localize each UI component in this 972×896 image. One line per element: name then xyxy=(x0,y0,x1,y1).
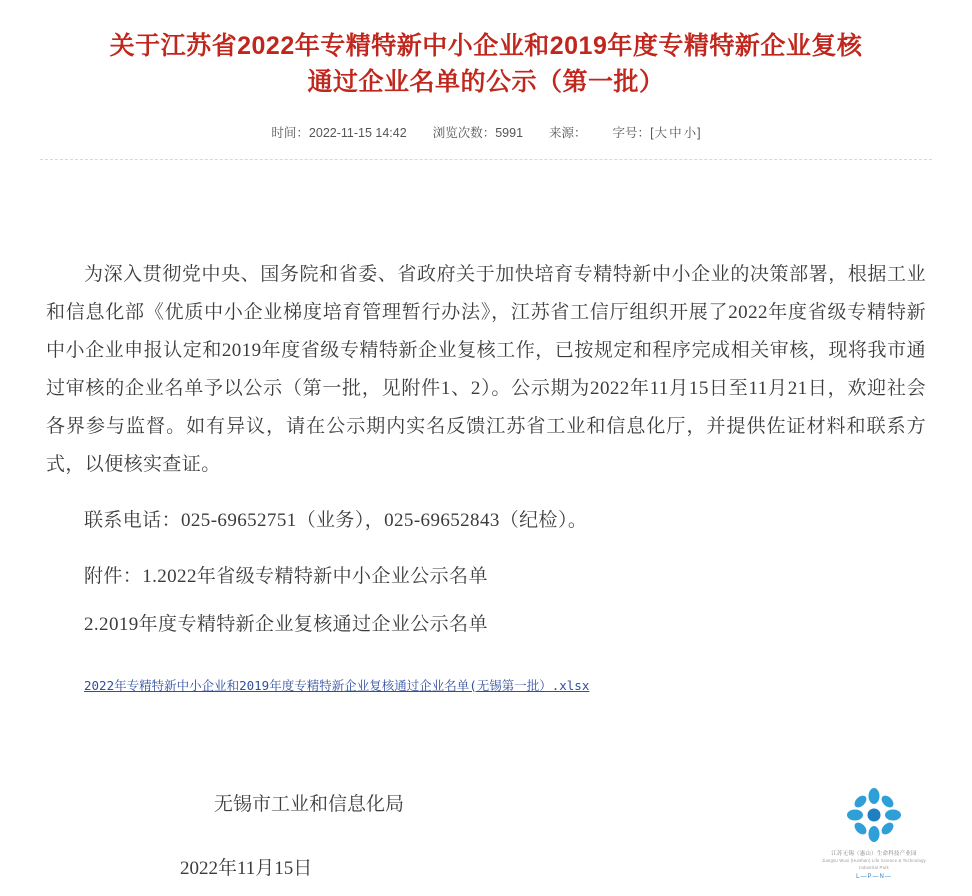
logo-name-cn: 江苏无锡（惠山）生命科技产业园 xyxy=(831,851,917,858)
page-title: 关于江苏省2022年专精特新中小企业和2019年度专精特新企业复核通过企业名单的公示（第一批） xyxy=(109,32,863,97)
snowflake-logo-icon xyxy=(843,784,905,846)
meta-time-value: 2022-11-15 14:42 xyxy=(308,125,407,140)
signature-organization: 无锡市工业和信息化局 xyxy=(214,793,405,815)
logo-name-en: Jiangsu Wuxi (Huishan) Life Science & Technology Industrial Park xyxy=(822,858,926,870)
meta-time-label: 时间： xyxy=(271,125,309,140)
attachment-link-row xyxy=(46,666,926,704)
article-meta-bar xyxy=(40,123,932,141)
meta-source xyxy=(549,123,587,141)
signature-date: 2022年11月15日 xyxy=(180,858,313,880)
paragraph-contact: 联系电话：025-69652751（业务），025-69652843（纪检）。 xyxy=(84,509,588,531)
meta-views-value: 5991 xyxy=(495,125,524,140)
bracket-open: [ xyxy=(650,125,654,140)
paragraph-attachment-1: 附件：1.2022年省级专精特新中小企业公示名单 xyxy=(84,565,488,587)
paragraph-intro: 为深入贯彻党中央、国务院和省委、省政府关于加快培育专精特新中小企业的决策部署，根据工业和信息化部《优质中小企业梯度培育管理暂行办法》，江苏省工信厅组织开展了2022年度省级专精特新中小企业申报认定和2019年度省级专精特新企业复核工作，已按规定和程序完成相关审核，现将我市通过审核的企业名单予以公示（第一批，见附件1、2）。公示期为2022年11月15日至11月21日，欢迎社会各界参与监督。如有异议，请在公示期内实名反馈江苏省工业和信息化厅，并提供佐证材料和联系方式，以便核实查证。 xyxy=(46,263,926,475)
meta-time xyxy=(271,123,406,141)
font-size-large-button[interactable]: 大 xyxy=(654,125,668,140)
font-size-medium-button[interactable]: 中 xyxy=(669,125,682,140)
font-size-small-button[interactable]: 小 xyxy=(683,125,697,140)
meta-views-label: 浏览次数： xyxy=(432,125,496,140)
article-body xyxy=(46,160,926,704)
attachment-download-link[interactable]: 2022年专精特新中小企业和2019年度专精特新企业复核通过企业名单(无锡第一批）.xlsx xyxy=(84,677,590,693)
park-logo-badge xyxy=(814,784,934,882)
font-size-label: 字号： xyxy=(612,125,651,140)
bracket-close: ] xyxy=(697,125,701,140)
logo-mark-en: L—P—N— xyxy=(856,874,892,880)
meta-source-label: 来源： xyxy=(549,125,587,140)
meta-views xyxy=(433,123,523,141)
article-signature xyxy=(46,704,926,890)
logo-caption xyxy=(814,850,934,882)
font-size-switcher xyxy=(613,123,701,141)
paragraph-attachment-2: 2.2019年度专精特新企业复核通过企业公示名单 xyxy=(84,613,488,635)
